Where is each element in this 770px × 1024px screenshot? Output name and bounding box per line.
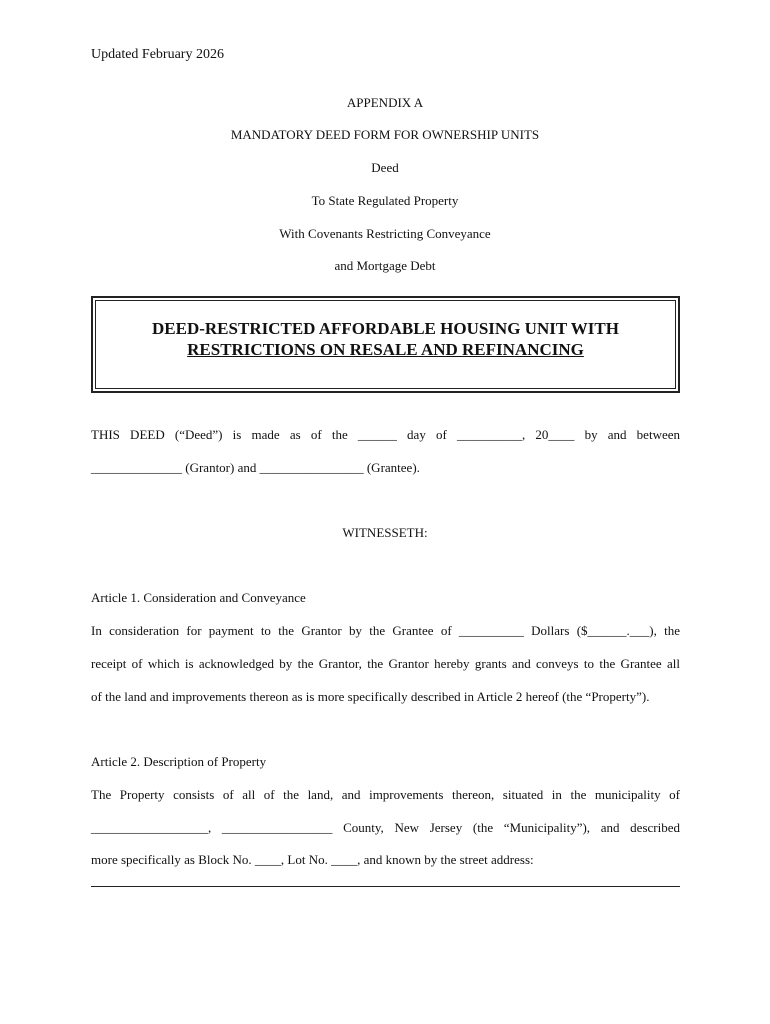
article-1-line-1: In consideration for payment to the Grantor by the Grantee of __________ Dollars ($______.___), the	[91, 623, 680, 638]
title-box	[91, 296, 680, 393]
subtitle-line-3: and Mortgage Debt	[334, 258, 436, 273]
subtitle-line-2: With Covenants Restricting Conveyance	[279, 226, 491, 241]
appendix-label: APPENDIX A	[346, 95, 424, 110]
title-box-inner	[95, 300, 676, 389]
subtitle-line-1: To State Regulated Property	[311, 193, 459, 208]
article-2-heading: Article 2. Description of Property	[91, 754, 267, 769]
deed-label: Deed	[371, 160, 399, 175]
article-1-line-3: of the land and improvements thereon as is more specifically described in Article 2 hereof (the “Property”).	[91, 689, 650, 704]
form-title: MANDATORY DEED FORM FOR OWNERSHIP UNITS	[230, 127, 540, 142]
article-1-line-2: receipt of which is acknowledged by the Grantor, the Grantor hereby grants and conveys to the Grantee all	[91, 656, 680, 671]
article-2-line-2: __________________, _________________ County, New Jersey (the “Municipality”), and described	[91, 820, 680, 835]
street-address-blank	[91, 886, 680, 887]
article-1-heading: Article 1. Consideration and Conveyance	[91, 590, 306, 605]
title-line-2: RESTRICTIONS ON RESALE AND REFINANCING	[187, 340, 584, 359]
updated-date: Updated February 2026	[91, 47, 224, 62]
witnesseth-heading: WITNESSETH:	[342, 525, 428, 540]
article-2-line-3: more specifically as Block No. ____, Lot No. ____, and known by the street address:	[91, 852, 534, 867]
article-2-line-1: The Property consists of all of the land, and improvements thereon, situated in the municipality of	[91, 787, 680, 802]
intro-line-2: ______________ (Grantor) and ________________ (Grantee).	[91, 460, 420, 475]
intro-line-1: THIS DEED (“Deed”) is made as of the ______ day of __________, 20____ by and between	[91, 427, 680, 442]
title-line-1: DEED-RESTRICTED AFFORDABLE HOUSING UNIT WITH	[152, 319, 619, 338]
